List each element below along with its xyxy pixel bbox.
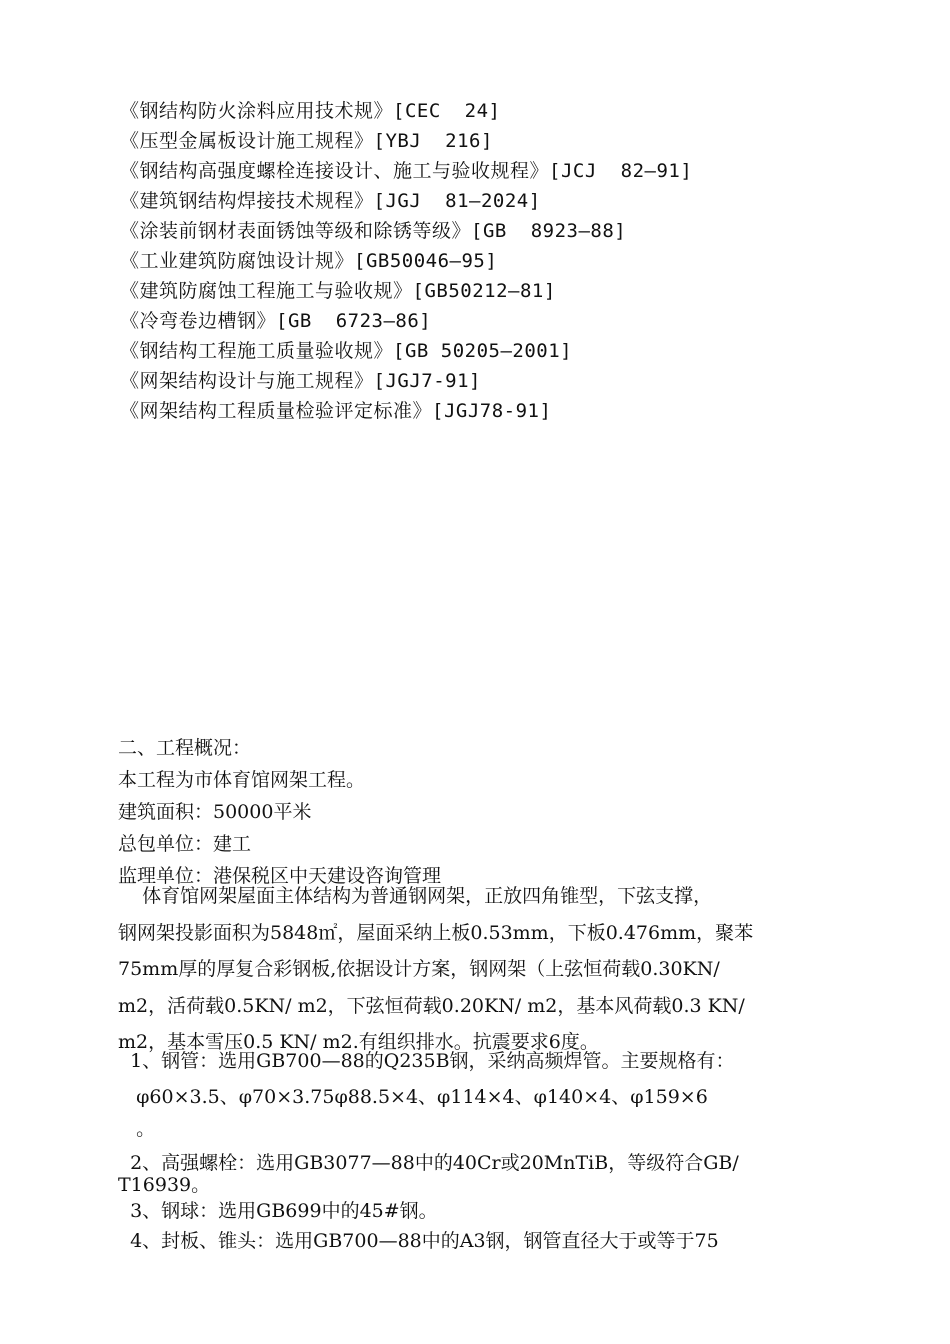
- material-item-specs: φ60×3.5、φ70×3.75φ88.5×4、φ114×4、φ140×4、φ159×6: [118, 1086, 708, 1108]
- standard-item: 《冷弯卷边槽钢》[GB 6723—86]: [120, 310, 432, 332]
- structure-description: [118, 878, 840, 1061]
- building-area: 建筑面积：50000平米: [118, 801, 312, 823]
- standard-item: 《网架结构工程质量检验评定标准》[JGJ78-91]: [120, 400, 552, 422]
- standards-list: [120, 96, 880, 426]
- standard-item: 《钢结构高强度螺栓连接设计、施工与验收规程》[JCJ 82—91]: [120, 160, 693, 182]
- standard-item: 《钢结构工程施工质量验收规》[GB 50205—2001]: [120, 340, 573, 362]
- project-name: 本工程为市体育馆网架工程。: [118, 769, 366, 791]
- standard-item: 《建筑防腐蚀工程施工与验收规》[GB50212—81]: [120, 280, 556, 302]
- material-items: [118, 1042, 840, 1256]
- material-item: 1、钢管：选用GB700—88的Q235B钢，采纳高频焊管。主要规格有：: [118, 1050, 735, 1072]
- paragraph-line: 75mm厚的厚复合彩钢板,依据设计方案，钢网架（上弦恒荷载0.30KN/: [118, 958, 720, 980]
- standard-item: 《压型金属板设计施工规程》[YBJ 216]: [120, 130, 493, 152]
- project-overview: [118, 732, 838, 892]
- material-item-continuation: T16939。: [118, 1174, 211, 1196]
- paragraph-line: m2，活荷载0.5KN/ m2，下弦恒荷载0.20KN/ m2，基本风荷载0.3 KN/: [118, 994, 745, 1017]
- paragraph-line: 体育馆网架屋面主体结构为普通钢网架，正放四角锥型，下弦支撑，: [118, 885, 713, 907]
- material-item: 2、高强螺栓：选用GB3077—88中的40Cr或20MnTiB，等级符合GB/: [118, 1152, 739, 1174]
- standard-item: 《网架结构设计与施工规程》[JGJ7-91]: [120, 370, 481, 392]
- standard-item: 《涂装前钢材表面锈蚀等级和除锈等级》[GB 8923—88]: [120, 220, 627, 242]
- supervision-unit: 监理单位：港保税区中天建设咨询管理: [118, 865, 442, 887]
- material-item: 4、封板、锥头：选用GB700—88中的A3钢，钢管直径大于或等于75: [118, 1230, 719, 1252]
- paragraph-line: 钢网架投影面积为5848㎡，屋面采纳上板0.53mm，下板0.476mm，聚苯: [118, 921, 754, 944]
- general-contractor: 总包单位：建工: [118, 833, 252, 855]
- standard-item: 《工业建筑防腐蚀设计规》[GB50046—95]: [120, 250, 498, 272]
- material-item: 3、钢球：选用GB699中的45#钢。: [118, 1200, 438, 1222]
- standard-item: 《建筑钢结构焊接技术规程》[JGJ 81—2024]: [120, 190, 541, 212]
- material-item-continuation: 。: [118, 1118, 156, 1140]
- standard-item: 《钢结构防火涂料应用技术规》[CEC 24]: [120, 100, 501, 122]
- paragraph-line: m2，基本雪压0.5 KN/ m2.有组织排水。抗震要求6度。: [118, 1031, 599, 1053]
- section-heading: 二、工程概况：: [118, 737, 252, 759]
